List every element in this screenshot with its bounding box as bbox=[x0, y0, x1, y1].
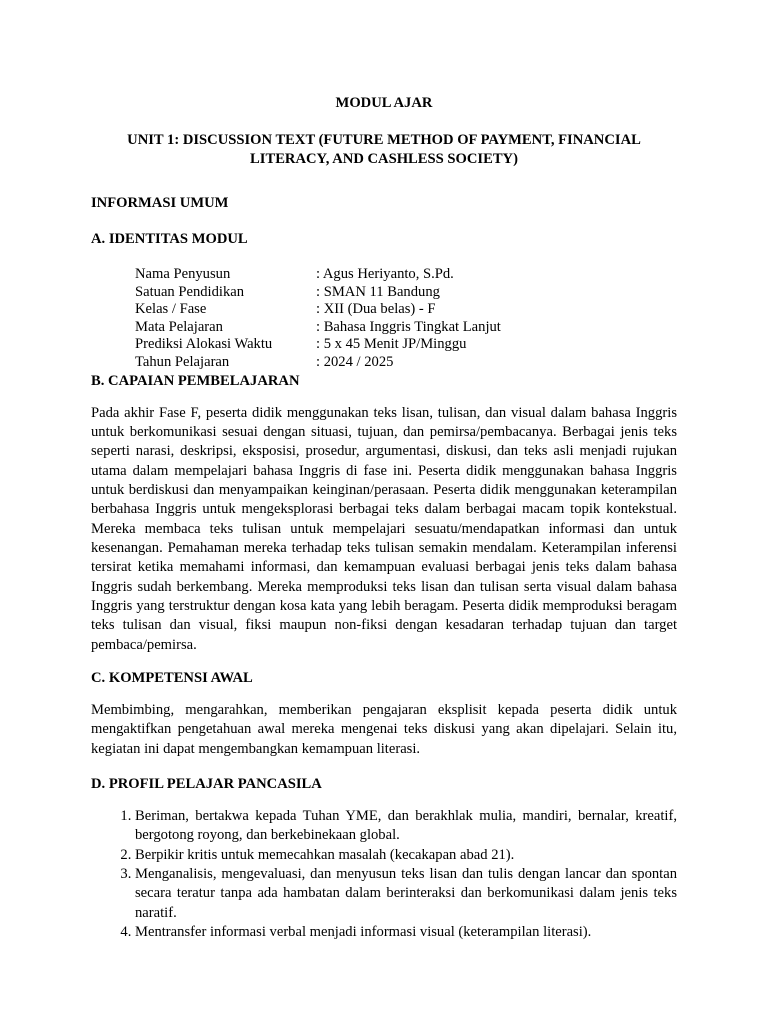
section-heading-capaian: B. CAPAIAN PEMBELAJARAN bbox=[91, 372, 300, 389]
identity-label: Satuan Pendidikan bbox=[135, 283, 245, 300]
identity-row bbox=[135, 266, 501, 284]
identity-label: Prediksi Alokasi Waktu bbox=[135, 336, 273, 353]
identity-row bbox=[135, 284, 501, 302]
identity-value: : 2024 / 2025 bbox=[316, 353, 394, 370]
identity-label: Kelas / Fase bbox=[135, 301, 207, 318]
identity-row bbox=[135, 319, 501, 337]
unit-title: UNIT 1: DISCUSSION TEXT (FUTURE METHOD OF PAYMENT, FINANCIAL LITERACY, AND CASHLESS SOCIETY) bbox=[127, 132, 641, 167]
section-heading-identitas: A. IDENTITAS MODUL bbox=[91, 231, 248, 247]
identity-value: : 5 x 45 Menit JP/Minggu bbox=[316, 336, 467, 353]
identity-value: : XII (Dua belas) - F bbox=[316, 301, 436, 318]
identity-table bbox=[135, 266, 501, 372]
list-item: 4. Mentransfer informasi verbal menjadi informasi visual (keterampilan literasi). bbox=[135, 923, 677, 942]
document-title: MODUL AJAR bbox=[335, 95, 433, 111]
list-item: 3. Menganalisis, mengevaluasi, dan menyusun teks lisan dan tulis dengan lancar dan spontan secara teratur tanpa ada hambatan dalam berinteraksi dan berkomunikasi dalam jenis teks naratif. bbox=[135, 865, 677, 923]
identity-label: Mata Pelajaran bbox=[135, 318, 223, 335]
identity-value: : Agus Heriyanto, S.Pd. bbox=[316, 266, 454, 282]
profil-list bbox=[91, 807, 677, 942]
list-item: 1. Beriman, bertakwa kepada Tuhan YME, dan berakhlak mulia, mandiri, bernalar, kreatif, bergotong royong, dan berkebinekaan global. bbox=[135, 807, 677, 846]
identity-row bbox=[135, 354, 501, 372]
identity-label: Nama Penyusun bbox=[135, 266, 231, 282]
capaian-paragraph: Pada akhir Fase F, peserta didik menggunakan teks lisan, tulisan, dan visual dalam bahasa Inggris untuk berkomunikasi sesuai dengan situasi, tujuan, dan pemirsa/pembacanya. Berbagai jenis teks seperti narasi, deskripsi, eksposisi, prosedur, argumentasi, diskusi, dan teks asli menjadi rujukan utama dalam mempelajari bahasa Inggris di fase ini. Peserta didik menggunakan bahasa Inggris untuk berdiskusi dan menyampaikan keinginan/perasaan. Peserta didik menggunakan keterampilan berbahasa Inggris untuk mengeksplorasi berbagai teks dalam berbagai macam topik kontekstual. Mereka membaca teks tulisan untuk mempelajari sesuatu/mendapatkan informasi dan untuk kesenangan. Pemahaman mereka terhadap teks tulisan semakin mendalam. Keterampilan inferensi tersirat ketika memahami informasi, dan kemampuan evaluasi berbagai jenis teks dalam bahasa Inggris sudah berkembang. Mereka memproduksi teks lisan dan tulisan serta visual dalam bahasa Inggris yang terstruktur dengan kosa kata yang lebih beragam. Peserta didik memproduksi beragam teks tulisan dan visual, fiksi maupun non-fiksi dengan kesadaran terhadap tujuan dan target pembaca/pemirsa. bbox=[91, 404, 677, 653]
identity-value: : SMAN 11 Bandung bbox=[316, 283, 440, 300]
identity-label: Tahun Pelajaran bbox=[135, 353, 230, 370]
list-item: 2. Berpikir kritis untuk memecahkan masalah (kecakapan abad 21). bbox=[135, 846, 677, 865]
kompetensi-paragraph: Membimbing, mengarahkan, memberikan pengajaran eksplisit kepada peserta didik untuk mengaktifkan pengetahuan awal mereka mengenai teks diskusi yang akan dipelajari. Selain itu, kegiatan ini dapat mengembangkan kemampuan literasi. bbox=[91, 702, 677, 757]
section-heading-kompetensi: C. KOMPETENSI AWAL bbox=[91, 670, 253, 687]
identity-value: : Bahasa Inggris Tingkat Lanjut bbox=[316, 318, 501, 335]
info-heading: INFORMASI UMUM bbox=[91, 195, 229, 211]
identity-row bbox=[135, 301, 501, 319]
section-heading-profil: D. PROFIL PELAJAR PANCASILA bbox=[91, 776, 322, 793]
identity-row bbox=[135, 336, 501, 354]
document-content bbox=[91, 94, 677, 942]
